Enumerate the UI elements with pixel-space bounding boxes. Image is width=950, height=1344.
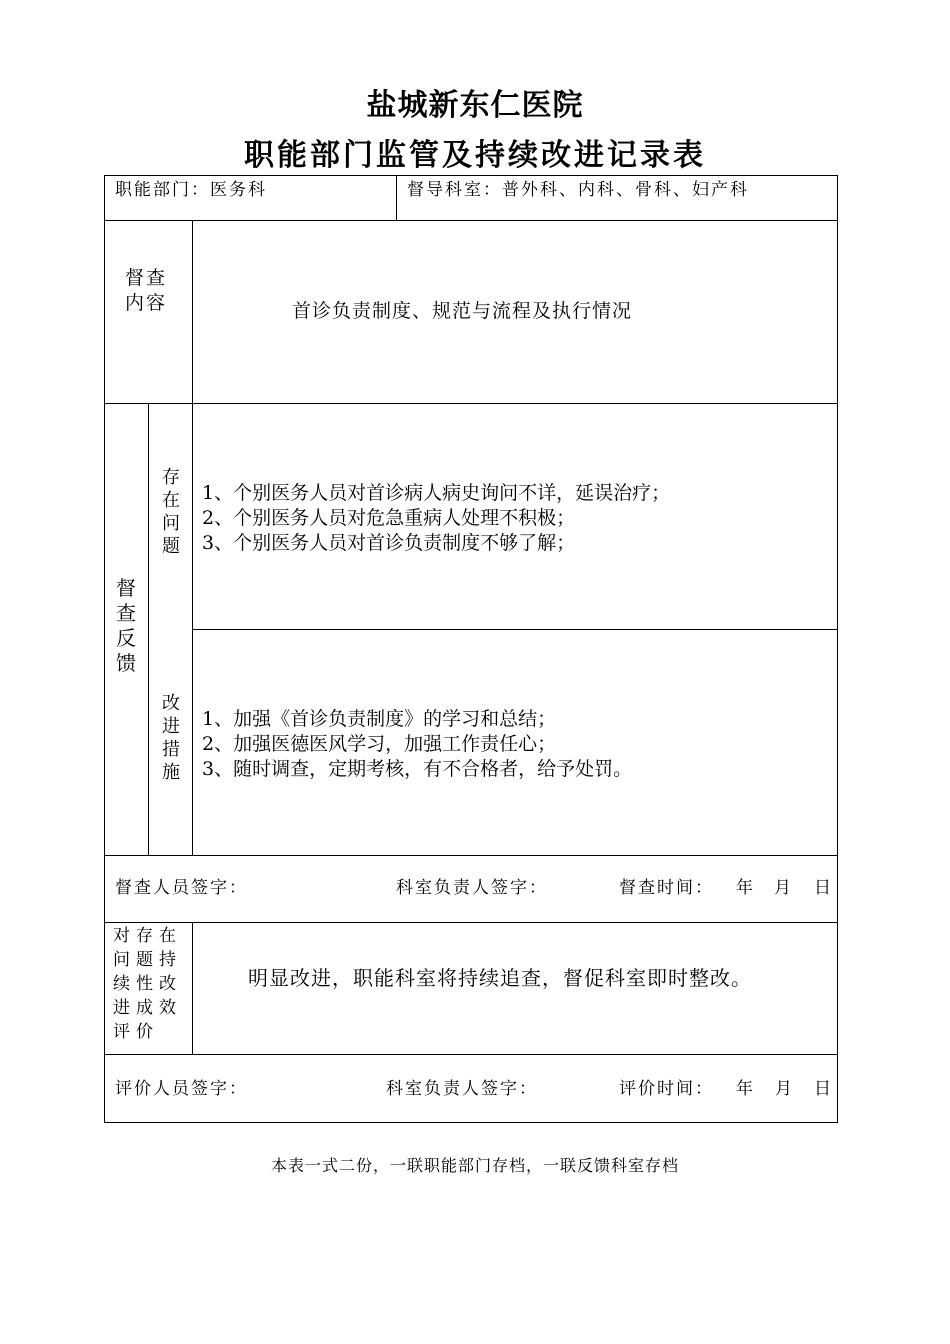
date-month: 月 [774,878,793,898]
date-day-2: 日 [814,1079,833,1099]
col-divider [148,403,149,855]
hospital-name: 盐城新东仁医院 [366,88,584,123]
inspection-label-2: 内容 [125,292,168,314]
supervised-departments: 督导科室：普外科、内科、骨科、妇产科 [407,180,749,200]
measures-label: 改进措施 [162,693,180,783]
measures-list [202,707,632,782]
evaluator-signature: 评价人员签字： [115,1079,248,1099]
date-month-2: 月 [775,1079,794,1099]
dept-head-signature: 科室负责人签字： [396,878,548,898]
evaluation-date-label: 评价时间： [619,1079,714,1099]
problems-list [202,481,670,556]
row-divider [105,220,837,221]
inspection-date-label: 督查时间： [619,878,714,898]
measure-item: 3、随时调查，定期考核，有不合格者，给予处罚。 [202,758,633,780]
date-year-2: 年 [736,1079,755,1099]
col-divider [396,176,397,220]
evaluation-label: 对存在问题持续性改进成效评价 [113,926,182,1042]
row-divider [105,403,837,404]
form-title: 职能部门监管及持续改进记录表 [244,138,706,173]
dept-head-signature-2: 科室负责人签字： [386,1079,538,1099]
department-field: 职能部门：医务科 [115,180,267,200]
col-divider [192,922,193,1054]
feedback-label: 督查反馈 [116,576,136,675]
row-divider [105,855,837,856]
record-table [104,175,838,1123]
row-divider [105,1054,837,1055]
problem-item: 1、个别医务人员对首诊病人病史询问不详，延误治疗； [202,482,671,504]
col-divider [192,220,193,855]
date-day: 日 [814,878,833,898]
row-divider [105,922,837,923]
inspector-signature: 督查人员签字： [115,878,248,898]
inspection-content: 首诊负责制度、规范与流程及执行情况 [292,300,633,322]
inspection-label-1: 督查 [125,267,168,289]
problem-item: 3、个别医务人员对首诊负责制度不够了解； [202,532,576,554]
measure-item: 2、加强医德医风学习，加强工作责任心； [202,733,557,755]
measure-item: 1、加强《首诊负责制度》的学习和总结； [202,708,557,730]
footer-note: 本表一式二份，一联职能部门存档，一联反馈科室存档 [270,1156,679,1175]
evaluation-content: 明显改进，职能科室将持续追查，督促科室即时整改。 [248,966,752,990]
problems-label: 存在问题 [162,467,180,557]
row-divider [192,629,837,630]
date-year: 年 [736,878,755,898]
problem-item: 2、个别医务人员对危急重病人处理不积极； [202,507,576,529]
